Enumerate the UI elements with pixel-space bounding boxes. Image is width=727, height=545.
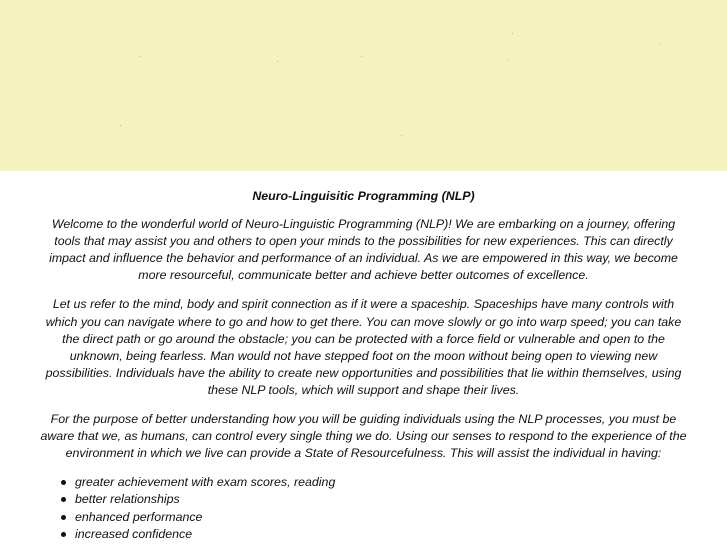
list-item (58, 526, 727, 543)
banner-speck (660, 43, 661, 44)
banner-speck (512, 33, 513, 34)
banner-speck (120, 125, 121, 126)
article (0, 188, 727, 543)
banner-speck (401, 135, 402, 136)
bullet-dot-icon (61, 480, 66, 485)
banner-speck (361, 56, 362, 57)
list-item-text: better relationships (75, 492, 180, 507)
banner-speck (140, 56, 141, 57)
list-item (58, 491, 727, 508)
list-item-text: enhanced performance (75, 509, 203, 524)
bullet-dot-icon (61, 515, 66, 520)
list-item (58, 509, 727, 526)
article-title: Neuro-Linguisitic Programming (NLP) (252, 189, 475, 203)
purpose-paragraph: For the purpose of better understanding how you will be guiding individuals using the NLP processes, you must be aware that we, as humans, can control every single thing we do. Using our senses to respond to the experience of the environment in which we live can provide a State of Resourcefulness. This will assist the individual in having: (40, 412, 687, 461)
list-item-text: greater achievement with exam scores, reading (75, 475, 336, 490)
spaceship-paragraph: Let us refer to the mind, body and spirit connection as if it were a spaceship. Spaceships have many controls with which you can navigate where to go and how to get there. You can move slowly or go into warp speed; you can take the direct path or go around the obstacle; you can be protected with a force field or vulnerable and open to the unknown, being fearless. Man would not have stepped foot on the moon without being open to viewing new possibilities. Individuals have the ability to create new opportunities and possibilities that lie within themselves, using these NLP tools, which will support and shape their lives. (45, 297, 682, 397)
bullet-dot-icon (61, 532, 66, 537)
list-item-text: increased confidence (75, 526, 193, 541)
bullet-dot-icon (61, 497, 66, 502)
benefits-list (0, 474, 727, 542)
intro-paragraph: Welcome to the wonderful world of Neuro-Linguistic Programming (NLP)! We are embarking on a journey, offering tools that may assist you and others to open your minds to the possibilities for new experiences. This can directly impact and influence the behavior and performance of an individual. As we are empowered in this way, we become more resourceful, communicate better and achieve better outcomes of excellence. (49, 217, 678, 283)
list-item (58, 474, 727, 491)
header-banner (0, 0, 727, 171)
banner-speck (277, 61, 278, 62)
banner-speck (507, 59, 508, 60)
